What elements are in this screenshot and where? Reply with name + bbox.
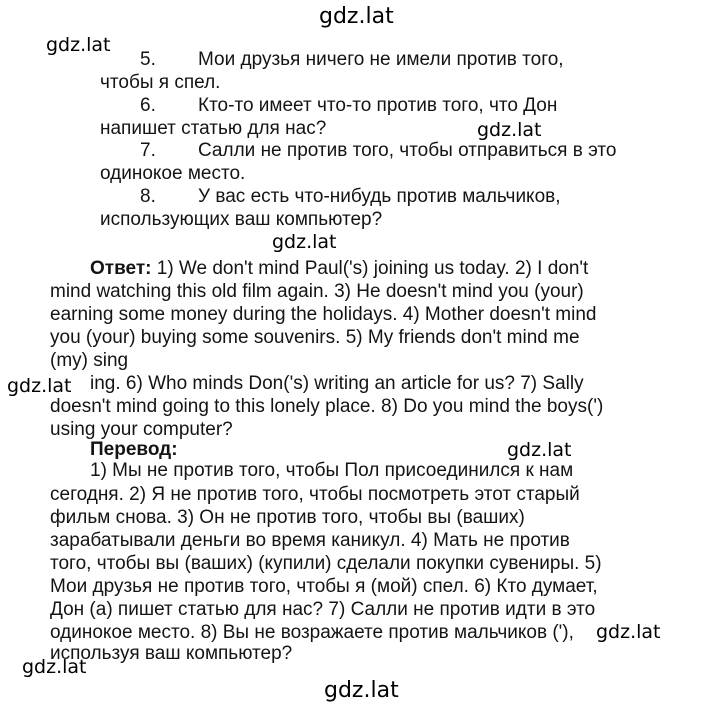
answer-line-7: doesn't mind going to this lonely place. 8) Do you mind the boys(') [50, 396, 604, 417]
item-6-line-2: напишет статью для нас? [100, 118, 327, 139]
translation-line-5: того, чтобы вы (ваших) (купили) сделали покупки сувениры. 5) [50, 553, 602, 574]
item-number: 6. [140, 95, 156, 116]
watermark-center: gdz.lat [272, 231, 337, 253]
answer-line-1 [90, 258, 588, 280]
translation-line-6: Мои друзья не против того, чтобы я (мой) спел. 6) Кто думает, [50, 576, 598, 597]
item-7-line-2: одинокое место. [100, 163, 246, 184]
watermark-top: gdz.lat [319, 4, 394, 29]
answer-line-8: using your computer? [50, 419, 233, 440]
watermark-right: gdz.lat [507, 439, 572, 461]
item-8-line-1 [140, 186, 561, 208]
translation-line-9: используя ваш компьютер? [50, 643, 293, 664]
item-7-line-1 [140, 140, 616, 162]
answer-line-3: earning some money during the holidays. 4) Mother doesn't mind [50, 304, 597, 325]
answer-line-4: you (your) buying some souvenirs. 5) My friends don't mind me [50, 327, 580, 348]
translation-line-8: одинокое место. 8) Вы не возражаете против мальчиков ('), [50, 622, 574, 643]
translation-label: Перевод: [90, 439, 178, 460]
item-text: Салли не против того, чтобы отправиться в это [198, 140, 617, 161]
translation-line-3: фильм снова. 3) Он не против того, чтобы вы (ваших) [50, 507, 525, 528]
item-number: 7. [140, 140, 156, 161]
translation-line-7: Дон (а) пишет статью для нас? 7) Салли не против идти в это [50, 599, 596, 620]
watermark-top-left: gdz.lat [46, 34, 111, 56]
watermark-bottom: gdz.lat [324, 678, 399, 703]
translation-line-2: сегодня. 2) Я не против того, чтобы посмотреть этот старый [50, 484, 580, 505]
answer-line-6: ing. 6) Who minds Don('s) writing an article for us? 7) Sally [90, 373, 584, 394]
item-text: У вас есть что-нибудь против мальчиков, [198, 186, 561, 207]
answer-line-2: mind watching this old film again. 3) He doesn't mind you (your) [50, 281, 584, 302]
translation-line-4: зарабатывали деньги во время каникул. 4) Мать не против [50, 530, 570, 551]
answer-line-5: (my) sing [50, 350, 129, 371]
watermark-bottom-left: gdz.lat [22, 656, 87, 678]
translation-line-1: 1) Мы не против того, чтобы Пол присоединился к нам [90, 460, 574, 481]
item-number: 5. [140, 49, 156, 70]
item-number: 8. [140, 186, 156, 207]
watermark-upper-right: gdz.lat [477, 119, 542, 141]
item-6-line-1 [140, 95, 557, 117]
item-5-line-2: чтобы я спел. [100, 72, 221, 93]
answer-label: Ответ: [90, 258, 152, 279]
item-text: Мои друзья ничего не имели против того, [198, 49, 564, 70]
watermark-left: gdz.lat [7, 375, 72, 397]
watermark-lower-right: gdz.lat [596, 621, 661, 643]
answer-text: 1) We don't mind Paul('s) joining us today. 2) I don't [151, 258, 589, 279]
item-text: Кто-то имеет что-то против того, что Дон [198, 95, 558, 116]
item-8-line-2: использующих ваш компьютер? [100, 209, 383, 230]
item-5-line-1 [140, 49, 564, 71]
